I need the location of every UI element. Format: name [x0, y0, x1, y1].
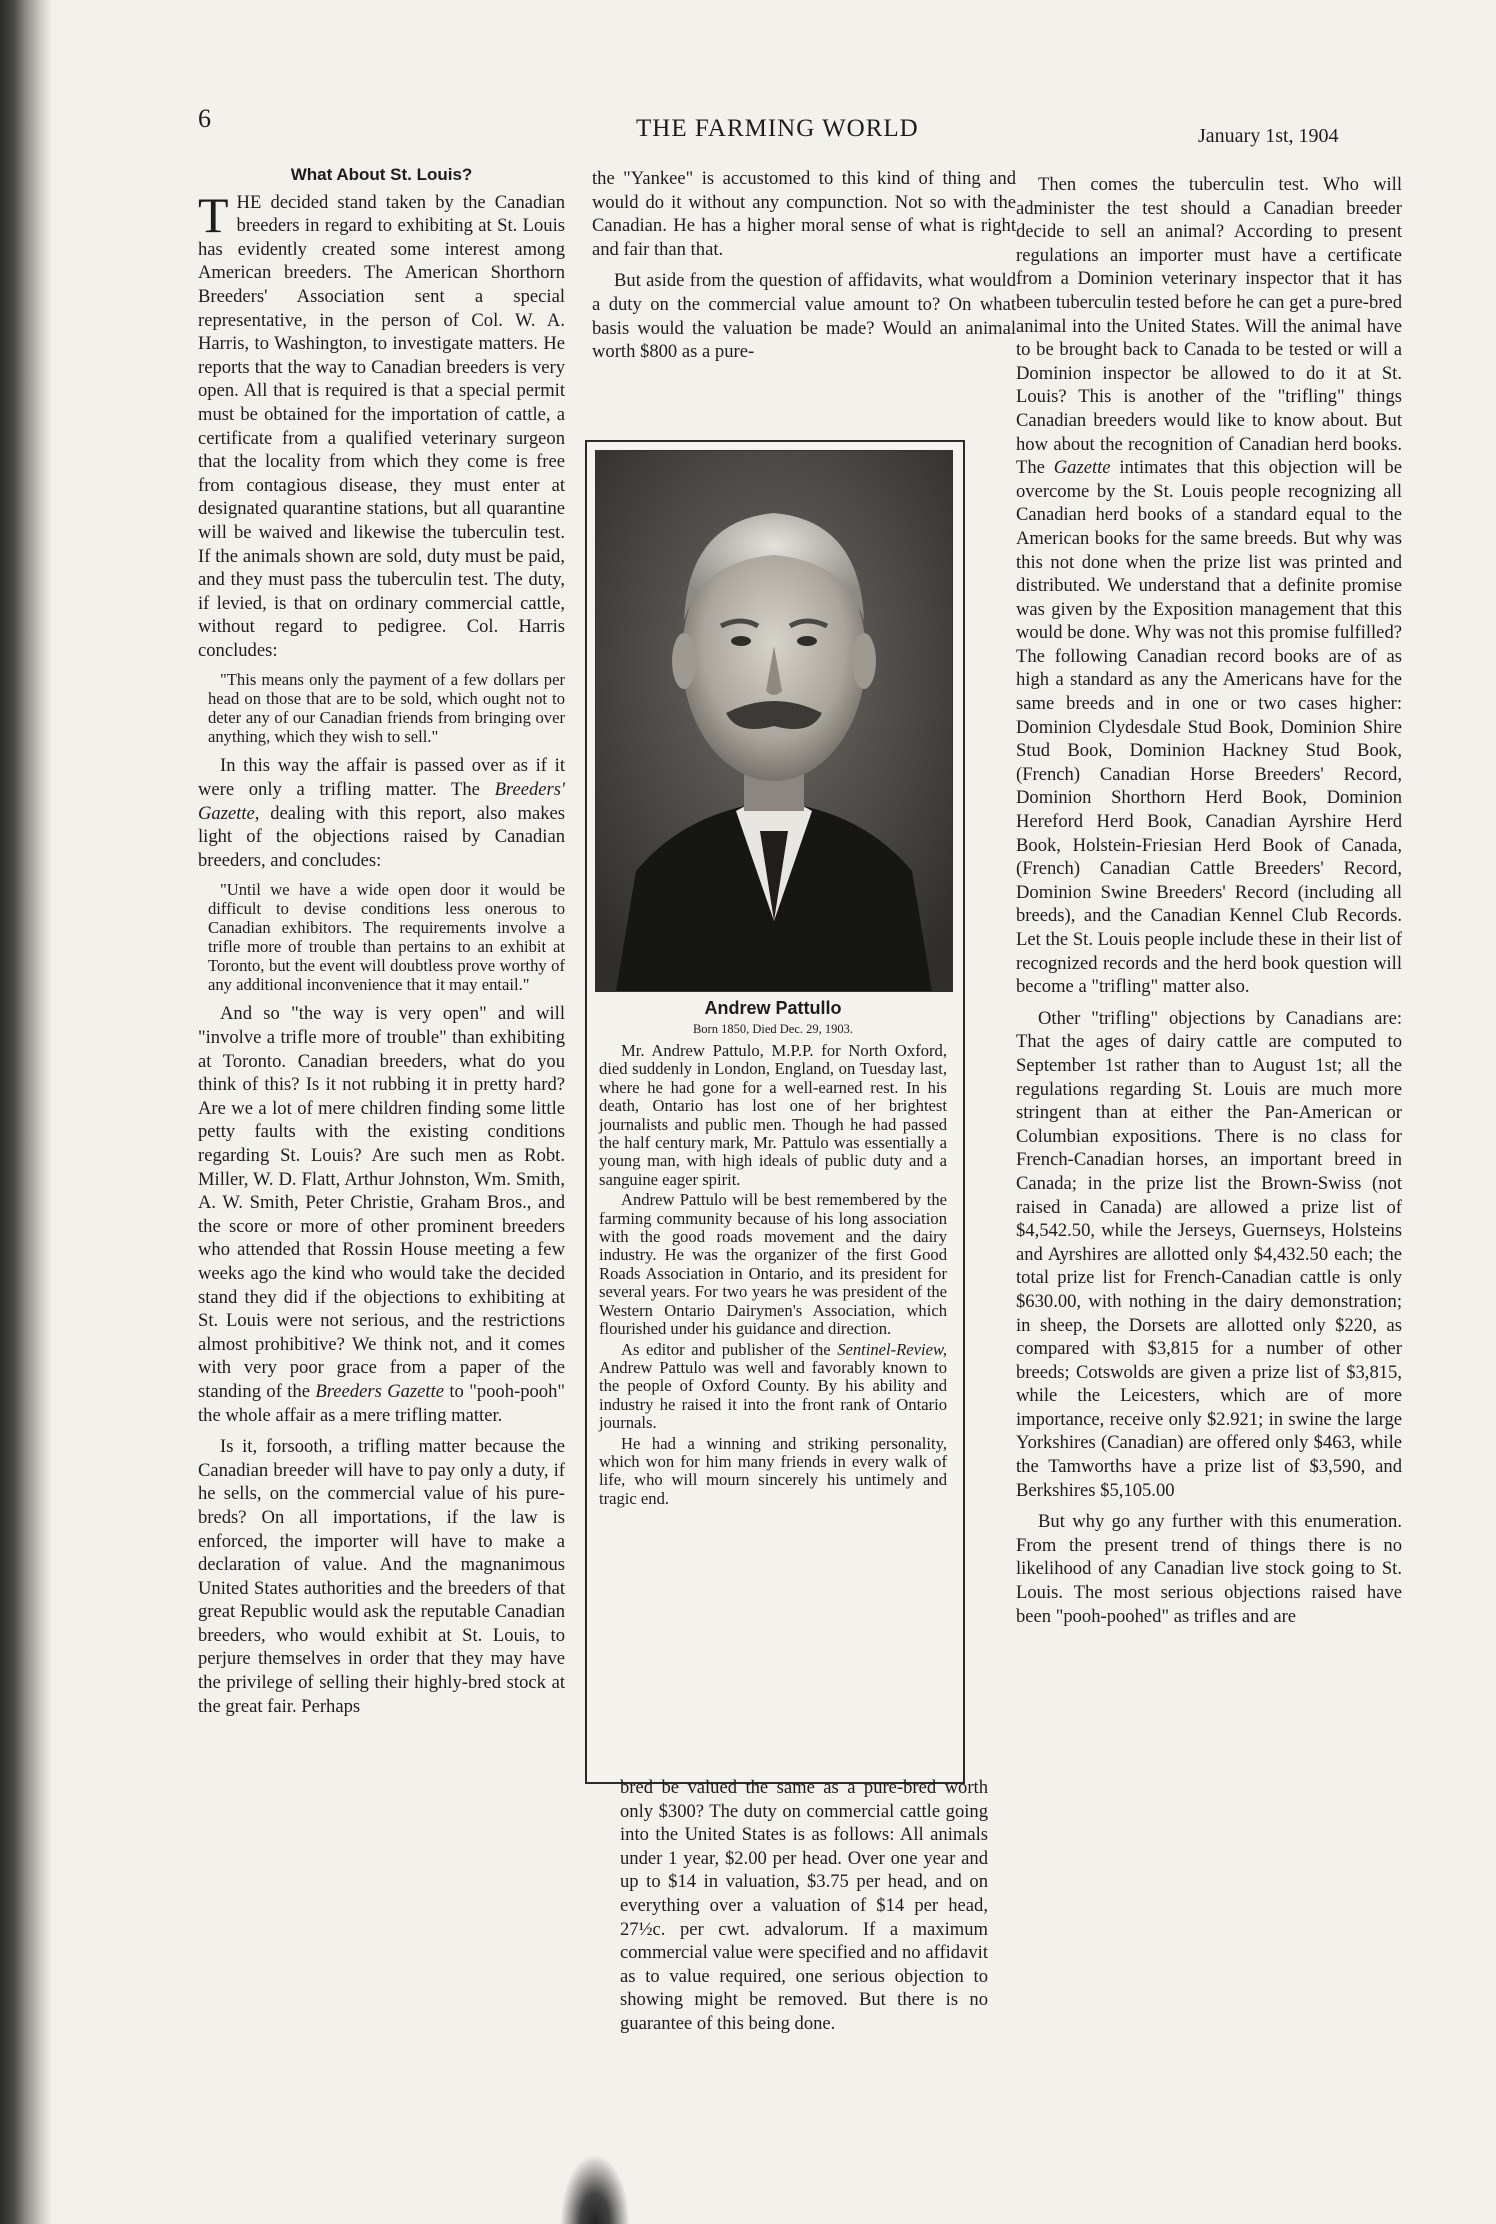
article-quote: "Until we have a wide open door it would be difficult to devise conditions less onerous to Canadian exhibitors. The requirements involve a trifle more of trouble than pertains to an exhibit at Toronto, but the event will doubtless prove worthy of any additional inconvenience that it may entail." [208, 880, 565, 995]
article-paragraph: But aside from the question of affidavits, what would a duty on the commercial value amount to? On what basis would the valuation be made? Would an animal worth $800 as a pure- [592, 270, 1016, 363]
scan-shadow [560, 2154, 630, 2224]
article-heading: What About St. Louis? [290, 165, 473, 184]
obituary-box [585, 440, 965, 1784]
article-paragraph: In this way the affair is passed over as if it were only a trifling matter. The Breeders' Gazette, dealing with this report, also makes light of the objections raised by Canadian breeders, and concludes: [198, 755, 565, 871]
article-column-1 [198, 163, 565, 1726]
article-paragraph: But why go any further with this enumeration. From the present trend of things there is no likelihood of any Canadian live stock going to St. Louis. The most serious objections raised have been "pooh-poohed" as trifles and are [1016, 1511, 1402, 1627]
publication-title: THE FARMING WORLD [636, 115, 919, 142]
article-paragraph: THE decided stand taken by the Canadian breeders in regard to exhibiting at St. Louis has evidently created some interest among American breeders. The American Shorthorn Breeders' Association sent a special representative, in the person of Col. W. A. Harris, to Washington, to investigate matters. He reports that the way to Canadian breeders is very open. All that is required is that a special permit must be obtained for the importation of cattle, a certificate from a qualified veterinary surgeon that the locality from which they come is free from contagious disease, they must enter at designated quarantine stations, but all quarantine will be waived and likewise the tuberculin test. If the animals shown are sold, duty must be paid, and they must pass the tuberculin test. The duty, if levied, is that on ordinary commercial cattle, without regard to pedigree. Col. Harris concludes: [198, 186, 565, 661]
portrait-photo [595, 450, 953, 992]
obituary-text [599, 1042, 947, 1510]
issue-date: January 1st, 1904 [1198, 125, 1339, 147]
obituary-paragraph: As editor and publisher of the Sentinel-Review, Andrew Pattulo was well and favorably known to the people of Oxford County. By his ability and industry he raised it into the front rank of Ontario journals. [599, 1339, 947, 1433]
article-column-3 [1016, 173, 1402, 1636]
article-column-2-bottom [620, 1776, 988, 2044]
obituary-paragraph: Mr. Andrew Pattulo, M.P.P. for North Oxford, died suddenly in London, England, on Tuesday last, where he had gone for a well-earned rest. In his death, Ontario has lost one of her brightest journalists and public men. Though he had passed the half century mark, Mr. Pattulo was essentially a young man, with high ideals of public duty and a sanguine eager spirit. [599, 1041, 947, 1189]
article-paragraph: the "Yankee" is accustomed to this kind of thing and would do it without any compunction. Not so with the Canadian. He has a higher moral sense of what is right and fair than that. [592, 168, 1016, 260]
article-paragraph: Is it, forsooth, a trifling matter because the Canadian breeder will have to pay only a duty, if he sells, on the commercial value of his pure-breds? On all importations, if the law is enforced, the importer will have to make a declaration of value. And the magnanimous United States authorities and the breeders of that great Republic would ask the reputable Canadian breeders, who would exhibit at St. Louis, to perjure themselves in order that they may have the privilege of selling their highly-bred stock at the great fair. Perhaps [198, 1436, 565, 1717]
article-paragraph: And so "the way is very open" and will "involve a trifle more of trouble" than exhibiting at Toronto. Canadian breeders, what do you think of this? Is it not rubbing it in pretty hard? Are we a lot of mere children finding some little petty faults with the existing conditions regarding St. Louis? Are such men as Robt. Miller, W. D. Flatt, Arthur Johnston, Wm. Smith, A. W. Smith, Peter Christie, Graham Bros., and the score or more of other prominent breeders who attended that Rossin House meeting a few weeks ago the kind who would take the decided stand they did if the objections to exhibiting at St. Louis were not serious, and the restrictions almost prohibitive? We think not, and it comes with very poor grace from a paper of the standing of the Breeders Gazette to "pooh-pooh" the whole affair as a mere trifling matter. [198, 1003, 565, 1426]
obituary-paragraph: He had a winning and striking personality, which won for him many friends in every walk of life, who will mourn sincerely his untimely and tragic end. [599, 1433, 947, 1508]
portrait-image [596, 451, 952, 991]
page-number: 6 [198, 104, 211, 133]
article-column-2-top [592, 167, 1016, 372]
article-paragraph: Then comes the tuberculin test. Who will administer the test should a Canadian breeder decide to sell an animal? According to present regulations an importer must have a certificate from a Dominion veterinary inspector that it has been tuberculin tested before he can get a pure-bred animal into the United States. Will the animal have to be brought back to Canada to be tested or will a Dominion inspector be allowed to do it at St. Louis? This is another of the "trifling" things Canadian breeders would like to know about. But how about the recognition of Canadian herd books. The Gazette intimates that this objection will be overcome by the St. Louis people recognizing all Canadian herd books of a standard equal to the American books for the same breeds. But why was this not done when the prize list was printed and distributed. We understand that a definite promise was given by the Exposition management that this would be done. Why was not this promise fulfilled? The following Canadian record books are of as high a standard as any the Americans have for the same breeds and in one or two cases higher: Dominion Clydesdale Stud Book, Dominion Shire Stud Book, Dominion Hackney Stud Book, (French) Canadian Horse Breeders' Record, Dominion Shorthorn Herd Book, Dominion Hereford Herd Book, Canadian Ayrshire Herd Book, Holstein-Friesian Herd Book of Canada, (French) Canadian Cattle Breeders' Record, Dominion Swine Breeders' Record (including all breeds), and the Canadian Kennel Club Records. Let the St. Louis people include these in their list of recognized records and the herd book question will become a "trifling" matter also. [1016, 174, 1402, 998]
portrait-caption-name: Andrew Pattullo [704, 998, 842, 1018]
article-quote: "This means only the payment of a few dollars per head on those that are to be sold, which ought not to deter any of our Canadian friends from bringing over anything, which they wish to sell." [208, 670, 565, 747]
obituary-paragraph: Andrew Pattulo will be best remembered by the farming community because of his long association with the good roads movement and the dairy industry. He was the organizer of the first Good Roads Association in Ontario, and its president for several years. For two years he was president of the Western Ontario Dairymen's Association, which flourished under his guidance and direction. [599, 1190, 947, 1339]
drop-cap: T [198, 186, 229, 243]
portrait-caption-dates: Born 1850, Died Dec. 29, 1903. [692, 1022, 854, 1036]
article-paragraph: bred be valued the same as a pure-bred worth only $300? The duty on commercial cattle going into the United States is as follows: All animals under 1 year, $2.00 per head. Over one year and up to $14 in valuation, $3.75 per head, and on everything over a valuation of $14 per head, 27½c. per cwt. advalorum. If a maximum commercial value were specified and no affidavit as to value required, one serious objection to showing might be removed. But there is no guarantee of this being done. [620, 1777, 988, 2034]
article-paragraph: Other "trifling" objections by Canadians are: That the ages of dairy cattle are computed to September 1st rather than to August 1st; all the regulations regarding St. Louis are much more stringent than at either the Pan-American or Columbian expositions. There is no class for French-Canadian horses, an important breed in Canada; in the prize list the Brown-Swiss (not raised in Canada) are allowed a prize list of $4,542.50, while the Jerseys, Guernseys, Holsteins and Ayrshires are allotted only $4,432.50 each; the total prize list for French-Canadian cattle is only $630.00, with nothing in the dairy demonstration; in sheep, the Dorsets are allotted only $220, as compared with $3,815 for a number of other breeds; Cotswolds are given a prize list of $3,815, while the Leicesters, which are of more importance, receive only $2.921; in swine the large Yorkshires (Canadian) are offered only $463, while the Tamworths have a prize list of $3,590, and Berkshires $5,105.00 [1016, 1007, 1402, 1501]
